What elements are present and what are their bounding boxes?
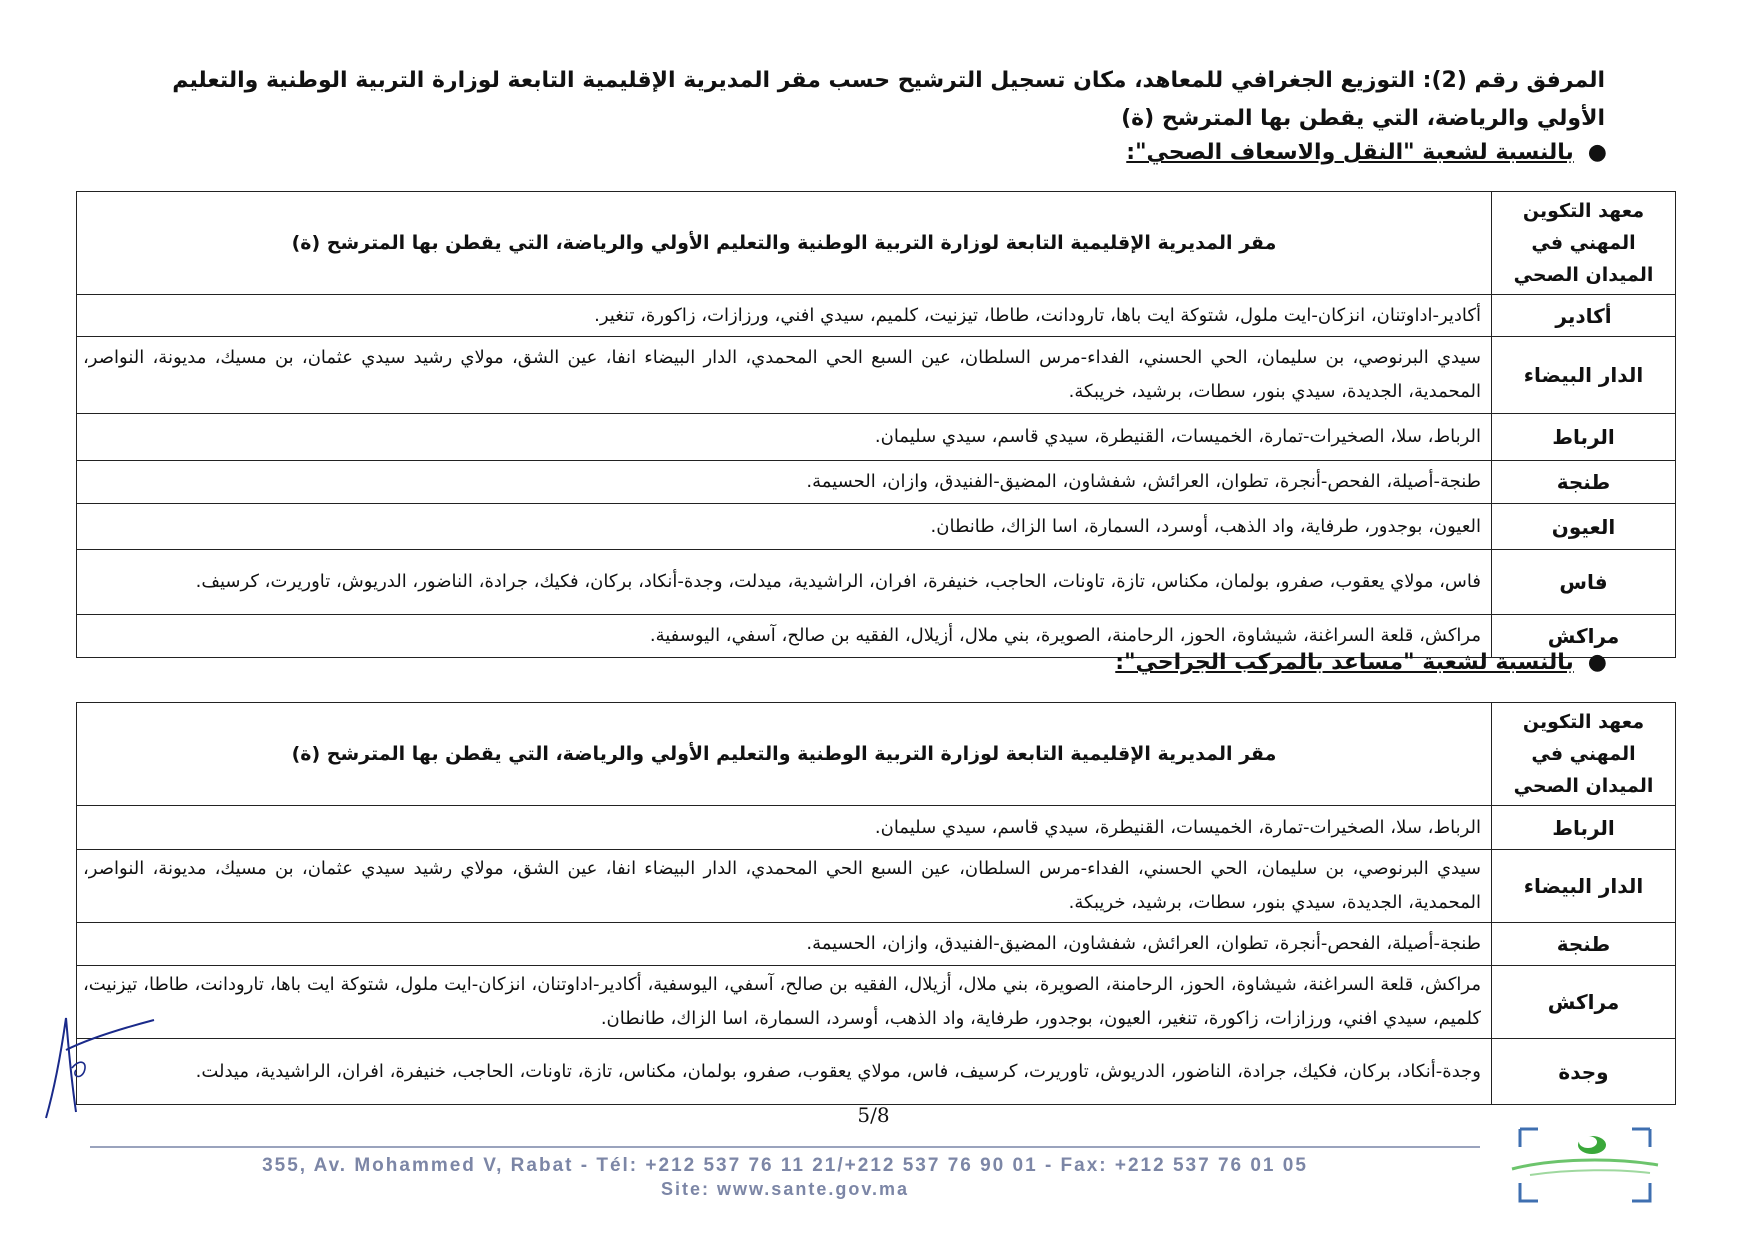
section2-heading-text: بالنسبة لشعبة "مساعد بالمركب الجراحي": (1115, 650, 1574, 675)
provinces-cell: سيدي البرنوصي، بن سليمان، الحي الحسني، الفداء-مرس السلطان، عين السبع الحي المحمدي، الدار البيضاء انفا، عين الشق، مولاي رشيد سيدي عثمان، بن مسيك، مديونة، النواصر، المحمدية، الجديدة، سيدي بنور، سطات، برشيد، خريبكة. (77, 850, 1492, 923)
table-row (77, 550, 1676, 615)
section1-table (76, 191, 1676, 658)
table-row (77, 1039, 1676, 1105)
provinces-cell: طنجة-أصيلة، الفحص-أنجرة، تطوان، العرائش، شفشاون، المضيق-الفنيدق، وازان، الحسيمة. (77, 923, 1492, 966)
institute-cell: الدار البيضاء (1492, 850, 1676, 923)
provinces-cell: فاس، مولاي يعقوب، صفرو، بولمان، مكناس، تازة، تاونات، الحاجب، خنيفرة، افران، الراشيدية، ميدلت، وجدة-أنكاد، بركان، فكيك، جرادة، الناضور، الدريوش، تاوريرت، كرسيف. (77, 550, 1492, 615)
provinces-cell: الرباط، سلا، الصخيرات-تمارة، الخميسات، القنيطرة، سيدي قاسم، سيدي سليمان. (77, 414, 1492, 461)
institute-cell: أكادير (1492, 295, 1676, 337)
provinces-cell: الرباط، سلا، الصخيرات-تمارة، الخميسات، القنيطرة، سيدي قاسم، سيدي سليمان. (77, 806, 1492, 850)
institute-cell: الرباط (1492, 806, 1676, 850)
institute-cell: الرباط (1492, 414, 1676, 461)
table-row (77, 850, 1676, 923)
annex-title: المرفق رقم (2): التوزيع الجغرافي للمعاهد، مكان تسجيل الترشيح حسب مقر المديرية الإقليمية التابعة لوزارة التربية الوطنية والتعليم الأولي والرياضة، التي يقطن بها المترشح (ة) (172, 68, 1605, 131)
table-row (77, 337, 1676, 414)
section1-heading-text: بالنسبة لشعبة "النقل والاسعاف الصحي": (1126, 140, 1574, 165)
bullet-icon: ● (1587, 650, 1607, 675)
table-header-row (77, 703, 1676, 806)
section1-heading (1126, 140, 1607, 165)
provinces-cell: وجدة-أنكاد، بركان، فكيك، جرادة، الناضور، الدريوش، تاوريرت، كرسيف، فاس، مولاي يعقوب، صفرو، بولمان، مكناس، تازة، تاونات، الحاجب، خنيفرة، افران، الراشيدية، ميدلت. (77, 1039, 1492, 1105)
institute-cell: وجدة (1492, 1039, 1676, 1105)
institute-column-header: معهد التكوين المهني في الميدان الصحي (1492, 192, 1676, 295)
section2-heading (1115, 650, 1607, 675)
institute-cell: طنجة (1492, 923, 1676, 966)
section2-table (76, 702, 1676, 1105)
table-row (77, 504, 1676, 550)
bullet-icon: ● (1587, 140, 1607, 165)
institute-cell: مراكش (1492, 615, 1676, 658)
institute-cell: العيون (1492, 504, 1676, 550)
institute-cell: فاس (1492, 550, 1676, 615)
institute-cell: مراكش (1492, 966, 1676, 1039)
provinces-cell: سيدي البرنوصي، بن سليمان، الحي الحسني، الفداء-مرس السلطان، عين السبع الحي المحمدي، الدار البيضاء انفا، عين الشق، مولاي رشيد سيدي عثمان، بن مسيك، مديونة، النواصر، المحمدية، الجديدة، سيدي بنور، سطات، برشيد، خريبكة. (77, 337, 1492, 414)
directorate-column-header: مقر المديرية الإقليمية التابعة لوزارة التربية الوطنية والتعليم الأولي والرياضة، التي يقطن بها المترشح (ة) (77, 192, 1492, 295)
institute-column-header: معهد التكوين المهني في الميدان الصحي (1492, 703, 1676, 806)
footer-site: Site: www.sante.gov.ma (660, 1179, 910, 1199)
provinces-cell: طنجة-أصيلة، الفحص-أنجرة، تطوان، العرائش، شفشاون، المضيق-الفنيدق، وازان، الحسيمة. (77, 461, 1492, 504)
ministry-logo (1510, 1125, 1660, 1205)
provinces-cell: العيون، بوجدور، طرفاية، واد الذهب، أوسرد، السمارة، اسا الزاك، طانطان. (77, 504, 1492, 550)
table-row (77, 461, 1676, 504)
provinces-cell: أكادير-اداوتنان، انزكان-ايت ملول، شتوكة ايت باها، تارودانت، طاطا، تيزنيت، كلميم، سيدي افني، ورزازات، زاكورة، تنغير. (77, 295, 1492, 337)
page-number: 5/8 (857, 1103, 890, 1127)
table-header-row (77, 192, 1676, 295)
table-row (77, 806, 1676, 850)
table-row (77, 295, 1676, 337)
institute-cell: طنجة (1492, 461, 1676, 504)
footer-divider (90, 1146, 1480, 1148)
provinces-cell: مراكش، قلعة السراغنة، شيشاوة، الحوز، الرحامنة، الصويرة، بني ملال، أزيلال، الفقيه بن صالح، آسفي، اليوسفية، أكادير-اداوتنان، انزكان-ايت ملول، شتوكة ايت باها، تارودانت، طاطا، تيزنيت، كلميم، سيدي افني، ورزازات، زاكورة، تنغير، العيون، بوجدور، طرفاية، واد الذهب، أوسرد، السمارة، اسا الزاك، طانطان. (77, 966, 1492, 1039)
institute-cell: الدار البيضاء (1492, 337, 1676, 414)
table-row (77, 923, 1676, 966)
footer-address: 355, Av. Mohammed V, Rabat - Tél: +212 537 76 11 21/+212 537 76 90 01 - Fax: +212 537 76 01 05 (262, 1155, 1308, 1176)
table-row (77, 966, 1676, 1039)
provinces-cell: مراكش، قلعة السراغنة، شيشاوة، الحوز، الرحامنة، الصويرة، بني ملال، أزيلال، الفقيه بن صالح، آسفي، اليوسفية. (77, 615, 1492, 658)
directorate-column-header: مقر المديرية الإقليمية التابعة لوزارة التربية الوطنية والتعليم الأولي والرياضة، التي يقطن بها المترشح (ة) (77, 703, 1492, 806)
table-row (77, 414, 1676, 461)
